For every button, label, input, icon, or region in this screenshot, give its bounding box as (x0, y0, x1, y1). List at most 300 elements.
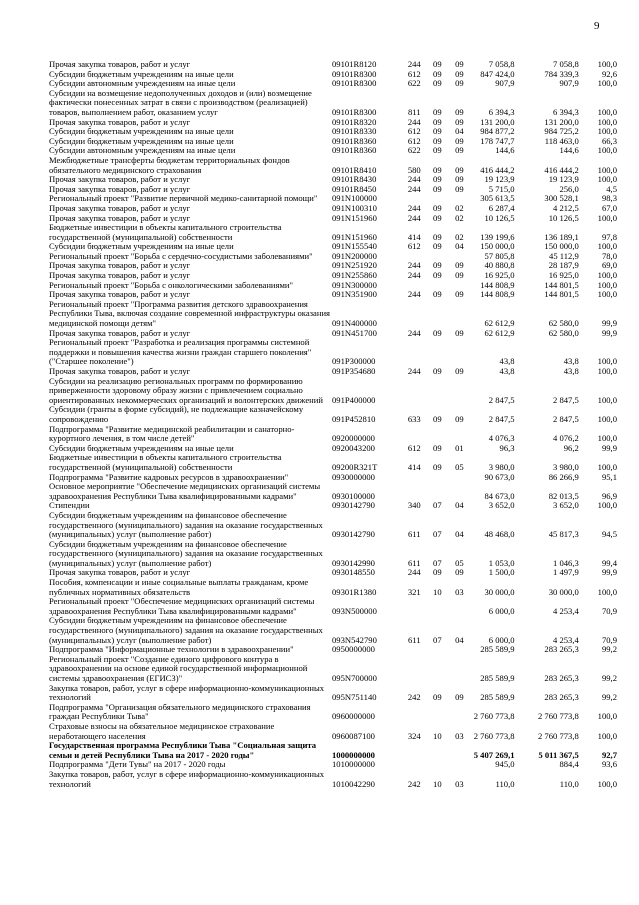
cell-pct: 96,9 (601, 490, 617, 501)
cell-s1: 62 612,9 (484, 327, 515, 338)
cell-pr: 09 (455, 270, 464, 281)
cell-code: 1010042290 (331, 778, 375, 789)
cell-s2: 416 444,2 (544, 164, 579, 175)
cell-s2: 2 760 773,8 (537, 730, 579, 741)
cell-pct: 100,0 (597, 59, 617, 69)
cell-name: Прочая закупка товаров, работ и услуг (49, 366, 191, 376)
cell-s1: 3 980,0 (488, 461, 515, 472)
cell-s1: 305 613,5 (480, 193, 515, 204)
cell-s2: 256,0 (559, 183, 579, 194)
cell-s2: 131 200,0 (544, 116, 579, 127)
cell-rz: 09 (433, 202, 442, 213)
cell-rz (426, 655, 448, 684)
cell-s2: 45 817,3 (548, 529, 579, 540)
cell-rz (426, 703, 448, 722)
cell-pr: 09 (455, 692, 464, 703)
cell-pct: 94,5 (601, 529, 617, 540)
cell-code: 0920000000 (331, 433, 375, 444)
cell-vr: 612 (407, 68, 421, 79)
cell-s1: 43,8 (499, 356, 515, 367)
cell-pct: 70,9 (601, 605, 617, 616)
cell-code: 091N251920 (331, 260, 377, 271)
cell-rz: 09 (433, 270, 442, 281)
cell-rz: 10 (433, 778, 442, 789)
cell-s1: 150 000,0 (480, 241, 515, 252)
cell-s2: 784 339,3 (544, 68, 579, 79)
cell-code: 0930148550 (331, 567, 375, 578)
cell-s2: 4 253,4 (553, 634, 579, 645)
cell-pct: 100,0 (597, 106, 617, 117)
cell-s1: 10 126,5 (484, 212, 515, 223)
cell-pct: 99,4 (601, 557, 617, 568)
cell-s1: 6 000,0 (488, 605, 515, 616)
cell-name: Подпрограмма "Информационные технологии в здравоохранении" (49, 644, 294, 655)
cell-pct: 99,2 (601, 673, 617, 683)
cell-pct: 100,0 (597, 145, 617, 156)
table-row (49, 511, 617, 540)
table-row (49, 482, 617, 501)
cell-s2: 3 980,0 (553, 461, 579, 472)
cell-pr (448, 645, 470, 655)
cell-s2: 43,8 (563, 356, 579, 367)
cell-vr: 244 (407, 270, 421, 281)
table-row (49, 616, 617, 645)
cell-pr: 09 (455, 145, 464, 156)
cell-name: Региональный проект "Создание единого цифрового контура в здравоохранении на основе единой государственной информационной системы здравоохранения (ЕГИСЗ)" (49, 653, 308, 683)
cell-vr (402, 482, 426, 501)
cell-s2: 118 463,0 (544, 135, 579, 146)
cell-name: Прочая закупка товаров, работ и услуг (49, 116, 191, 127)
cell-s1: 6 394,3 (488, 106, 515, 117)
cell-name: Субсидии бюджетным учреждениям на финансовое обеспечение государственного (муниципального) задания на оказание государственных (муниципальных) услуг (выполнение работ) (49, 538, 323, 568)
table-row (49, 741, 617, 760)
cell-name: Страховые взносы на обязательное медицинское страхование неработающего населения (49, 720, 275, 741)
table-row (49, 338, 617, 367)
cell-s2: 136 189,1 (544, 231, 579, 242)
cell-s1: 2 760 773,8 (473, 711, 515, 722)
table-row (49, 770, 617, 789)
cell-name: Субсидии бюджетным учреждениям на иные цели (49, 135, 234, 146)
cell-vr: 612 (407, 241, 421, 252)
cell-code: 091N151960 (331, 231, 377, 242)
cell-pct: 99,9 (601, 567, 617, 578)
cell-pct: 67,0 (601, 202, 617, 213)
cell-pr: 09 (455, 366, 464, 376)
cell-vr: 414 (407, 461, 421, 472)
cell-vr: 324 (407, 730, 421, 741)
table-row (49, 300, 617, 329)
cell-code: 095N700000 (331, 673, 377, 683)
cell-vr (402, 645, 426, 655)
cell-s2: 144 801,5 (544, 279, 579, 290)
cell-pr (448, 338, 470, 367)
cell-pct: 92,6 (601, 68, 617, 79)
cell-vr (402, 425, 426, 444)
cell-rz: 09 (433, 413, 442, 424)
cell-name: Закупка товаров, работ, услуг в сфере информационно-коммуникационных технологий (49, 682, 325, 703)
cell-pct: 100,0 (597, 279, 617, 290)
cell-rz (426, 338, 448, 367)
cell-pct: 100,0 (597, 126, 617, 137)
cell-name: Прочая закупка товаров, работ и услуг (49, 270, 191, 281)
cell-name: Субсидии на реализацию региональных программ по формированию приверженности здоровому образу жизни с привлечением социально ориентированных некоммерческих организаций и волонтерских движений (49, 375, 323, 405)
cell-rz: 09 (433, 164, 442, 175)
cell-vr: 244 (407, 366, 421, 376)
cell-pr: 04 (455, 241, 464, 252)
cell-pr (448, 703, 470, 722)
cell-s1: 40 880,8 (484, 260, 515, 271)
cell-s2: 1 046,3 (553, 557, 579, 568)
cell-code: 091P354680 (331, 366, 376, 376)
table-row (49, 722, 617, 741)
cell-name: Региональный проект "Борьба с онкологическими заболеваниями" (49, 279, 294, 290)
cell-pr: 03 (455, 586, 464, 597)
cell-s1: 984 877,2 (480, 126, 515, 137)
cell-pct: 92,7 (601, 749, 617, 760)
cell-vr (402, 741, 426, 760)
cell-vr: 612 (407, 442, 421, 453)
cell-s2: 110,0 (559, 778, 579, 789)
cell-pct: 99,2 (601, 644, 617, 655)
cell-code: 09101R8430 (331, 174, 377, 185)
cell-rz (426, 597, 448, 616)
cell-s1: 84 673,0 (484, 490, 515, 501)
cell-code: 091N100000 (331, 193, 377, 204)
cell-s2: 984 725,2 (544, 126, 579, 137)
cell-name: Субсидии бюджетным учреждениям на финансовое обеспечение государственного (муниципального) задания на оказание государственных (муниципальных) услуг (выполнение работ) (49, 615, 323, 645)
cell-code: 0920043200 (331, 442, 375, 453)
cell-name: Прочая закупка товаров, работ и услуг (49, 567, 191, 578)
cell-s2: 7 058,8 (553, 59, 579, 69)
cell-name: Региональный проект "Борьба с сердечно-сосудистыми заболеваниями" (49, 250, 313, 261)
cell-rz: 09 (433, 145, 442, 156)
cell-pct: 4,5 (606, 183, 617, 194)
cell-pr: 09 (455, 106, 464, 117)
cell-rz: 09 (433, 567, 442, 578)
cell-name: Субсидии бюджетным учреждениям на иные цели (49, 241, 234, 252)
cell-pr (448, 741, 470, 760)
cell-name: Стипендии (49, 500, 90, 511)
cell-vr: 244 (407, 260, 421, 271)
cell-code: 0950000000 (331, 644, 375, 655)
cell-pct: 99,9 (601, 318, 617, 329)
cell-rz: 09 (433, 366, 442, 376)
cell-rz: 07 (433, 634, 442, 645)
cell-vr: 244 (407, 59, 421, 69)
cell-pct: 100,0 (597, 212, 617, 223)
cell-code: 093N542790 (331, 634, 377, 645)
cell-s1: 139 199,6 (480, 231, 515, 242)
cell-pct: 97,8 (601, 231, 617, 242)
cell-s1: 285 589,9 (480, 644, 515, 655)
cell-pct: 100,0 (597, 356, 617, 367)
cell-vr (402, 597, 426, 616)
cell-name: Региональный проект "Разработка и реализация программы системной поддержки и повышения качества жизни граждан старшего поколения" ("Старшее поколение") (49, 337, 312, 367)
cell-code: 09101R8330 (331, 126, 377, 137)
cell-rz: 09 (433, 289, 442, 300)
cell-s1: 131 200,0 (480, 116, 515, 127)
cell-vr: 244 (407, 116, 421, 127)
cell-s1: 907,9 (495, 78, 515, 89)
cell-s1: 1 053,0 (488, 557, 515, 568)
cell-code: 091N400000 (331, 318, 377, 329)
cell-rz (426, 645, 448, 655)
cell-s2: 16 925,0 (548, 270, 579, 281)
cell-pr: 09 (455, 116, 464, 127)
cell-rz: 09 (433, 442, 442, 453)
cell-pr: 02 (455, 212, 464, 223)
cell-name: Прочая закупка товаров, работ и услуг (49, 202, 191, 213)
cell-s2: 96,2 (563, 442, 579, 453)
cell-vr: 321 (407, 586, 421, 597)
cell-s1: 19 123,9 (484, 174, 515, 185)
cell-code: 091N200000 (331, 250, 377, 261)
cell-pr (448, 760, 470, 770)
cell-s2: 300 528,1 (544, 193, 579, 204)
cell-code: 091P400000 (331, 394, 376, 405)
cell-pct: 100,0 (597, 116, 617, 127)
cell-s2: 4 076,2 (553, 433, 579, 444)
cell-name: Субсидии бюджетным учреждениям на финансовое обеспечение государственного (муниципального) задания на оказание государственных (муниципальных) услуг (выполнение работ) (49, 509, 323, 540)
cell-vr: 611 (407, 529, 421, 540)
cell-code: 09101R8360 (331, 145, 377, 156)
cell-name: Бюджетные инвестиции в объекты капитального строительства государственной (муниципальной) собственности (49, 222, 282, 242)
cell-s1: 144,6 (495, 145, 515, 156)
cell-name: Субсидии (гранты в форме субсидий), не подлежащие казначейскому сопровождению (49, 404, 304, 424)
table-row (49, 578, 617, 597)
cell-vr: 242 (407, 692, 421, 703)
cell-code: 09200R321Т (331, 461, 378, 472)
cell-code: 09101R8410 (331, 164, 377, 175)
cell-pr: 04 (455, 126, 464, 137)
cell-vr: 622 (407, 78, 421, 89)
cell-pct: 66,3 (601, 135, 617, 146)
cell-code: 091N451700 (331, 327, 377, 338)
cell-s1: 2 760 773,8 (473, 730, 515, 741)
cell-pr: 09 (455, 289, 464, 300)
cell-rz: 09 (433, 59, 442, 69)
cell-pct: 100,0 (597, 413, 617, 424)
cell-s2: 28 187,9 (548, 260, 579, 271)
cell-s1: 30 000,0 (484, 586, 515, 597)
cell-pct: 100,0 (597, 461, 617, 472)
cell-vr: 580 (407, 164, 421, 175)
cell-rz: 09 (433, 183, 442, 194)
cell-pr: 09 (455, 78, 464, 89)
cell-vr: 244 (407, 212, 421, 223)
cell-s2: 43,8 (563, 366, 579, 376)
cell-rz: 07 (433, 500, 442, 511)
cell-name: Межбюджетные трансферты бюджетам территориальных фондов обязательного медицинского страхования (49, 154, 290, 175)
budget-table (49, 60, 617, 789)
table-body (49, 60, 617, 789)
cell-pr (448, 425, 470, 444)
cell-s1: 6 287,4 (488, 202, 515, 213)
table-row (49, 223, 617, 242)
cell-name: Прочая закупка товаров, работ и услуг (49, 212, 191, 223)
cell-pr: 05 (455, 557, 464, 568)
cell-vr: 244 (407, 289, 421, 300)
cell-s2: 6 394,3 (553, 106, 579, 117)
cell-rz (426, 741, 448, 760)
cell-vr (402, 377, 426, 406)
cell-s2: 30 000,0 (548, 586, 579, 597)
cell-pct: 100,0 (597, 711, 617, 722)
cell-pct: 99,9 (601, 327, 617, 338)
cell-rz: 09 (433, 231, 442, 242)
cell-pct: 95,1 (601, 471, 617, 482)
cell-s1: 2 847,5 (488, 394, 515, 405)
cell-rz: 07 (433, 557, 442, 568)
cell-s1: 43,8 (499, 366, 515, 376)
cell-code: 091N300000 (331, 279, 377, 290)
cell-pr: 04 (455, 634, 464, 645)
cell-s2: 19 123,9 (548, 174, 579, 185)
cell-rz: 09 (433, 692, 442, 703)
cell-name: Региональный проект "Обеспечение медицинских организаций системы здравоохранения Республики Тыва квалифицированными кадрами" (49, 596, 315, 616)
cell-s1: 178 747,7 (480, 135, 515, 146)
cell-s2: 1 497,9 (553, 567, 579, 578)
cell-code: 091N151960 (331, 212, 377, 223)
cell-pr: 04 (455, 529, 464, 540)
cell-vr (402, 338, 426, 367)
cell-code: 09101R8300 (331, 106, 377, 117)
table-row (49, 597, 617, 616)
cell-s1: 7 058,8 (488, 59, 515, 69)
cell-code: 1010000000 (331, 759, 375, 770)
cell-vr (402, 300, 426, 329)
cell-pct: 100,0 (597, 366, 617, 376)
cell-s2: 5 011 367,5 (538, 749, 579, 760)
cell-vr: 244 (407, 183, 421, 194)
cell-code: 09101R8360 (331, 135, 377, 146)
cell-rz (426, 482, 448, 501)
cell-rz: 09 (433, 126, 442, 137)
cell-code: 09101R8300 (331, 78, 377, 89)
cell-s1: 3 652,0 (488, 500, 515, 511)
cell-s2: 150 000,0 (544, 241, 579, 252)
cell-s2: 4 253,4 (553, 605, 579, 616)
table-row (49, 425, 617, 444)
cell-code: 0930142790 (331, 500, 375, 511)
cell-name: Основное мероприятие "Обеспечение медицинских организаций системы здравоохранения Республики Тыва квалифицированными кадрами" (49, 481, 321, 501)
cell-pr: 09 (455, 164, 464, 175)
cell-s1: 1 500,0 (488, 567, 515, 578)
cell-s1: 5 407 269,1 (473, 749, 515, 760)
cell-pct: 100,0 (597, 433, 617, 444)
cell-rz: 09 (433, 327, 442, 338)
cell-code: 1000000000 (331, 749, 375, 760)
cell-rz (426, 425, 448, 444)
cell-code: 091P300000 (331, 356, 376, 367)
cell-pr (448, 473, 470, 483)
cell-code: 091N255860 (331, 270, 377, 281)
cell-s1: 62 612,9 (484, 318, 515, 329)
cell-s2: 2 847,5 (553, 413, 579, 424)
cell-pr: 02 (455, 202, 464, 213)
cell-s1: 90 673,0 (484, 471, 515, 482)
cell-rz: 09 (433, 212, 442, 223)
cell-code: 09101R8320 (331, 116, 377, 127)
cell-pr: 09 (455, 174, 464, 185)
cell-s1: 847 424,0 (480, 68, 515, 79)
cell-s2: 4 212,5 (553, 202, 579, 213)
cell-vr: 611 (407, 557, 421, 568)
table-row (49, 89, 617, 118)
cell-name: Прочая закупка товаров, работ и услуг (49, 289, 191, 300)
cell-code: 0930142790 (331, 529, 375, 540)
cell-vr (402, 703, 426, 722)
cell-rz (426, 760, 448, 770)
cell-s1: 48 468,0 (484, 529, 515, 540)
cell-rz (426, 377, 448, 406)
cell-s1: 16 925,0 (484, 270, 515, 281)
cell-s1: 285 589,9 (480, 692, 515, 703)
cell-name: Подпрограмма "Дети Тувы" на 2017 - 2020 годы (49, 759, 226, 770)
table-row (49, 453, 617, 472)
cell-s2: 62 580,0 (548, 318, 579, 329)
cell-pct: 100,0 (597, 164, 617, 175)
cell-s1: 945,0 (495, 759, 515, 770)
table-row (49, 655, 617, 684)
cell-vr: 612 (407, 126, 421, 137)
cell-rz: 09 (433, 260, 442, 271)
cell-vr (402, 655, 426, 684)
cell-rz: 09 (433, 106, 442, 117)
cell-s1: 110,0 (495, 778, 515, 789)
cell-s2: 283 265,3 (544, 673, 579, 683)
cell-pct: 69,0 (601, 260, 617, 271)
cell-name: Субсидии на возмещение недополученных доходов и (или) возмещение фактически понесенных затрат в связи с производством (реализацией) товаров, выполнением работ, оказанием услуг (49, 87, 312, 117)
table-row (49, 703, 617, 722)
cell-s2: 884,4 (559, 759, 579, 770)
cell-s2: 82 013,5 (548, 490, 579, 501)
cell-code: 09101R8300 (331, 68, 377, 79)
cell-s2: 62 580,0 (548, 327, 579, 338)
cell-pct: 100,0 (597, 289, 617, 300)
cell-vr: 242 (407, 778, 421, 789)
cell-s2: 2 847,5 (553, 394, 579, 405)
cell-vr: 611 (407, 634, 421, 645)
cell-vr: 244 (407, 202, 421, 213)
cell-s1: 96,3 (499, 442, 515, 453)
cell-code: 091N100310 (331, 202, 377, 213)
cell-pct: 78,0 (601, 250, 617, 261)
cell-name: Региональный проект "Развитие первичной медико-санитарной помощи" (49, 193, 318, 204)
cell-vr: 612 (407, 135, 421, 146)
cell-name: Прочая закупка товаров, работ и услуг (49, 327, 191, 338)
cell-s1: 57 805,8 (484, 250, 515, 261)
cell-vr: 244 (407, 174, 421, 185)
page-number: 9 (594, 20, 600, 32)
cell-pct: 70,9 (601, 634, 617, 645)
cell-pr (448, 300, 470, 329)
cell-pr: 09 (455, 59, 464, 69)
cell-pr: 04 (455, 500, 464, 511)
cell-name: Закупка товаров, работ, услуг в сфере информационно-коммуникационных технологий (49, 768, 325, 789)
cell-pr (448, 597, 470, 616)
cell-s1: 4 076,3 (488, 433, 515, 444)
cell-rz: 10 (433, 586, 442, 597)
cell-code: 093N500000 (331, 605, 377, 616)
cell-name: Прочая закупка товаров, работ и услуг (49, 183, 191, 194)
cell-name: Прочая закупка товаров, работ и услуг (49, 174, 191, 185)
cell-rz: 07 (433, 529, 442, 540)
cell-name: Пособия, компенсации и иные социальные выплаты гражданам, кроме публичных нормативных обязательств (49, 577, 309, 597)
cell-name: Подпрограмма "Развитие кадровых ресурсов в здравоохранении" (49, 471, 289, 482)
cell-code: 0960000000 (331, 711, 375, 722)
cell-name: Субсидии бюджетным учреждениям на иные цели (49, 126, 234, 137)
